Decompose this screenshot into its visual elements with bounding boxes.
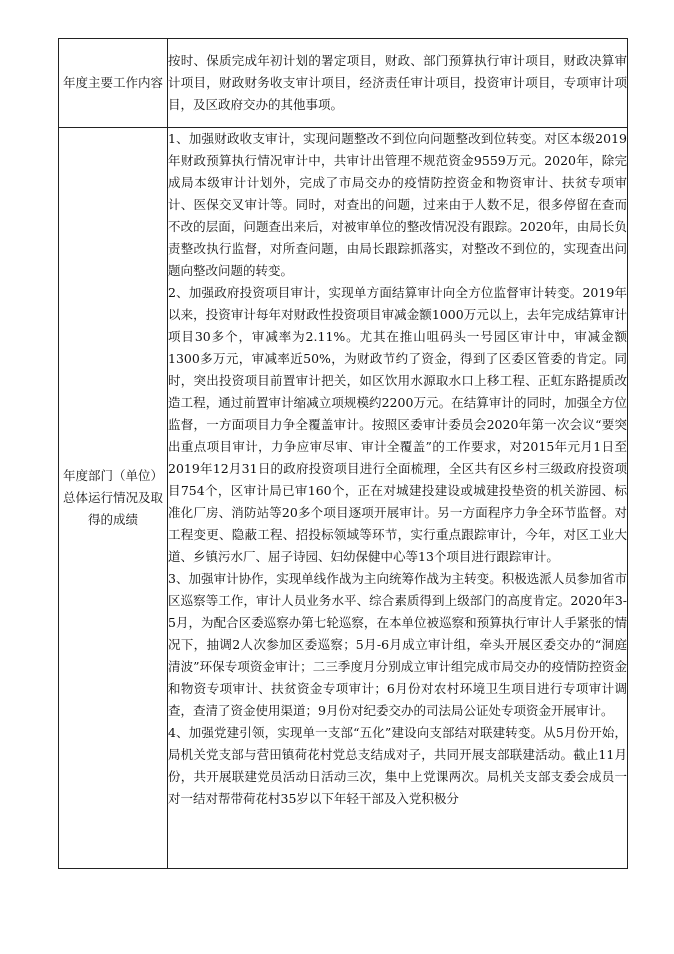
table-row-achievements [59,128,628,869]
main-work-paragraph: 按时、保质完成年初计划的署定项目，财政、部门预算执行审计项目，财政决算审计项目，财政财务收支审计项目，经济责任审计项目，投资审计项目，专项审计项目，及区政府交办的其他事项。 [168,53,627,112]
content-main-work [168,39,628,128]
table-row-main-work [59,39,628,128]
content-achievements [168,128,628,869]
work-summary-table [58,38,628,869]
achievement-paragraph-3: 3、加强审计协作，实现单线作战为主向统筹作战为主转变。积极选派人员参加省市区巡察等工作，审计人员业务水平、综合素质得到上级部门的高度肯定。2020年3-5月，为配合区委巡察办第七轮巡察，在本单位被巡察和预算执行审计人手紧张的情况下，抽调2人次参加区委巡察；5月-6月成立审计组，牵头开展区委交办的“洞庭清波”环保专项资金审计；二三季度月分别成立审计组完成市局交办的疫情防控资金和物资专项审计、扶贫资金专项审计；6月份对农村环境卫生项目进行专项审计调查，查清了资金使用渠道；9月份对纪委交办的司法局公证处专项资金开展审计。 [168,571,627,718]
label-achievements [59,128,168,869]
achievement-paragraph-1: 1、加强财政收支审计，实现问题整改不到位向问题整改到位转变。对区本级2019年财政预算执行情况审计中，共审计出管理不规范资金9559万元。2020年，除完成局本级审计计划外，完成了市局交办的疫情防控资金和物资审计、扶贫专项审计、医保交叉审计等。同时，对查出的问题，过来由于人数不足，很多停留在查而不改的层面，问题查出来后，对被审单位的整改情况没有跟踪。2020年，由局长负责整改执行监督，对所查问题，由局长跟踪抓落实，对整改不到位的，实现查出问题向整改问题的转变。 [168,131,627,278]
label-achievements-text: 年度部门（单位）总体运行情况及取得的成绩 [62,468,163,527]
label-main-work [59,39,168,128]
achievement-paragraph-4: 4、加强党建引领，实现单一支部“五化”建设向支部结对联建转变。从5月份开始，局机关党支部与营田镇荷花村党总支结成对子，共同开展支部联建活动。截止11月份，共开展联建党员活动日活动三次，集中上党课两次。局机关支部支委会成员一对一结对帮带荷花村35岁以下年轻干部及入党积极分 [168,725,627,806]
label-main-work-text: 年度主要工作内容 [62,75,163,90]
achievement-paragraph-2: 2、加强政府投资项目审计，实现单方面结算审计向全方位监督审计转变。2019年以来，投资审计每年对财政性投资项目审减金额1000万元以上，去年完成结算审计项目30多个，审减率为2.11%。尤其在推山咀码头一号园区审计中，审减金额1300多万元，审减率近50%，为财政节约了资金，得到了区委区管委的肯定。同时，突出投资项目前置审计把关，如区饮用水源取水口上移工程、正虹东路提质改造工程，通过前置审计缩减立项规模约2200万元。在结算审计的同时，加强全方位监督，一方面项目力争全覆盖审计。按照区委审计委员会2020年第一次会议“要突出重点项目审计，力争应审尽审、审计全覆盖”的工作要求，对2015年元月1日至2019年12月31日的政府投资项目进行全面梳理，全区共有区乡村三级政府投资项目754个，区审计局已审160个，正在对城建投建设或城建投垫资的机关游园、标准化厂房、消防站等20多个项目逐项开展审计。另一方面程序力争全环节监督。对工程变更、隐蔽工程、招投标领域等环节，实行重点跟踪审计，今年，对区工业大道、乡镇污水厂、屈子诗园、妇幼保健中心等13个项目进行跟踪审计。 [168,285,627,564]
